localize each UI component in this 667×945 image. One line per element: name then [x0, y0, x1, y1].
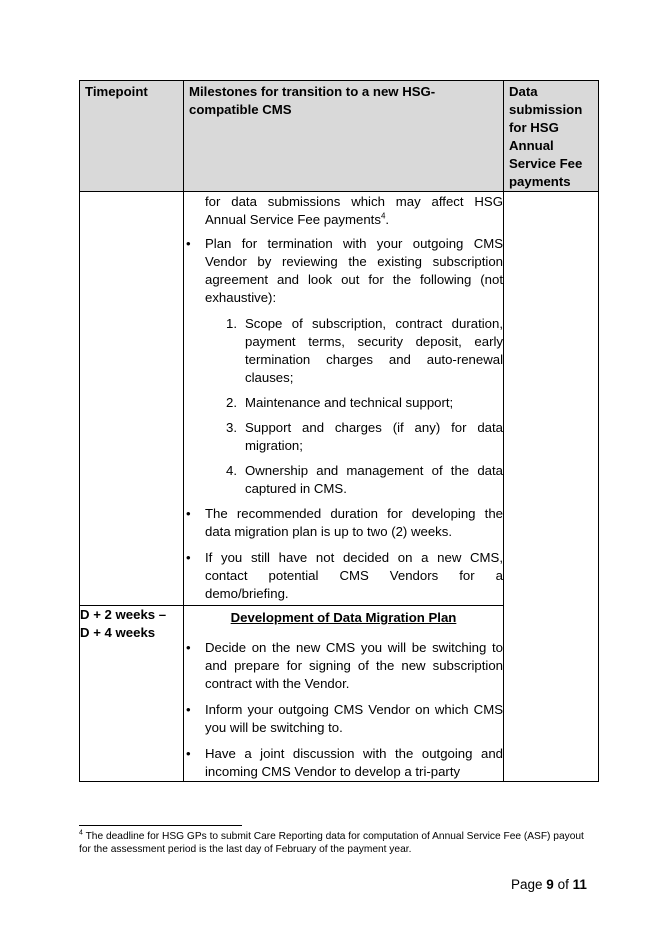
table-header-row	[80, 81, 599, 192]
numbered-item-number: 1.	[226, 316, 237, 331]
continued-paragraph: for data submissions which may affect HSG Annual Service Fee payments$^4$.	[205, 194, 503, 227]
list-item: • Have a joint discussion with the outgoing and incoming CMS Vendor to develop a tri-party	[184, 745, 503, 781]
timepoint-line: D + 2 weeks –	[80, 607, 167, 622]
table-row	[80, 192, 599, 606]
numbered-item	[184, 394, 503, 412]
footnote-reference: 4	[380, 211, 386, 221]
footnote-divider	[79, 825, 242, 826]
numbered-item	[184, 419, 503, 455]
page-word: Page	[511, 877, 543, 892]
header-milestones: Milestones for transition to a new HSG-compatible CMS	[184, 81, 504, 192]
numbered-item	[184, 462, 503, 498]
page-current: 9	[546, 877, 554, 892]
continued-text: for data submissions which may affect HSG Annual Service Fee payments	[205, 194, 503, 227]
numbered-item-number: 3.	[226, 420, 237, 435]
milestones-cell	[184, 192, 504, 606]
footnote-number: 4	[79, 829, 83, 837]
page-total: 11	[572, 877, 587, 892]
list-item: • Plan for termination with your outgoing CMS Vendor by reviewing the existing subscription agreement and look out for the following (not exhaustive):	[184, 235, 503, 307]
data-submission-cell-empty	[504, 192, 599, 782]
list-item: • Decide on the new CMS you will be switching to and prepare for signing of the new subscription contract with the Vendor.	[184, 639, 503, 693]
list-item: • If you still have not decided on a new CMS, contact potential CMS Vendors for a demo/briefing.	[184, 549, 503, 603]
header-timepoint: Timepoint	[80, 81, 184, 192]
page-of: of	[557, 877, 569, 892]
section-heading: Development of Data Migration Plan	[230, 610, 457, 625]
numbered-item-number: 4.	[226, 463, 237, 478]
footnote	[79, 830, 589, 856]
transition-milestones-table	[79, 80, 599, 782]
page-number	[511, 877, 587, 892]
list-item: • Inform your outgoing CMS Vendor on which CMS you will be switching to.	[184, 701, 503, 737]
numbered-item-number: 2.	[226, 395, 237, 410]
timepoint-cell-empty	[80, 192, 184, 606]
header-data-submission: Data submission for HSG Annual Service Fee payments	[504, 81, 599, 192]
numbered-item-text: Ownership and management of the data captured in CMS.	[245, 463, 503, 496]
numbered-item-text: Maintenance and technical support;	[245, 395, 454, 410]
numbered-item-text: Support and charges (if any) for data migration;	[245, 420, 503, 453]
numbered-item-text: Scope of subscription, contract duration, payment terms, security deposit, early termination charges and auto-renewal clauses;	[245, 316, 503, 385]
numbered-item	[184, 315, 503, 387]
list-item: • The recommended duration for developing the data migration plan is up to two (2) weeks.	[184, 505, 503, 541]
footnote-text: The deadline for HSG GPs to submit Care Reporting data for computation of Annual Service Fee (ASF) payout for the assessment period is the last day of February of the payment year.	[79, 831, 584, 855]
timepoint-line: D + 4 weeks	[80, 625, 156, 640]
milestones-cell	[184, 606, 504, 782]
timepoint-cell	[80, 606, 184, 782]
